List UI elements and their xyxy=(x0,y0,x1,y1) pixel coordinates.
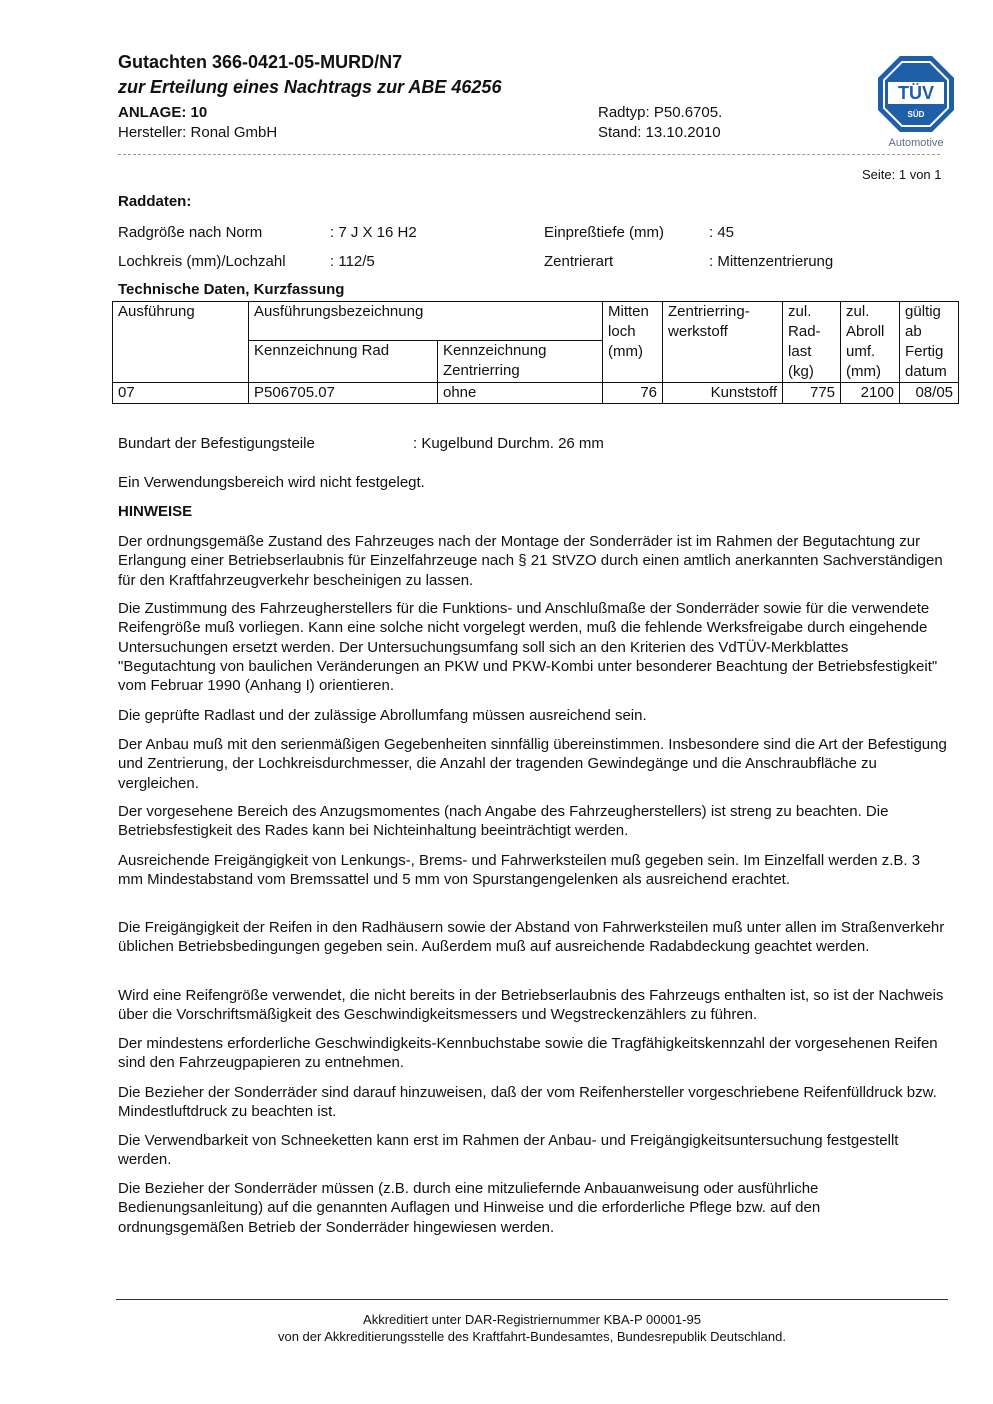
header-radlast: zul. Rad-last (kg) xyxy=(783,302,841,383)
hinweis-paragraph: Der Anbau muß mit den serienmäßigen Gegebenheiten sinnfällig übereinstimmen. Insbesondere sind die Art der Befestigung und Zentrierung, der Lochkreisdurchmesser, die Anzahl der tragenden Gewindegänge und die Anschraubfläche zu vergleichen. xyxy=(118,736,947,792)
einpresstiefe-label: Einpreßtiefe (mm) xyxy=(544,224,665,241)
raddaten-heading: Raddaten: xyxy=(118,193,192,210)
header-kennz-zentrierring: Kennzeichnung Zentrierring xyxy=(438,341,603,383)
header-ausfuehrung: Ausführung xyxy=(113,302,249,383)
technical-data-table xyxy=(112,301,959,404)
hinweis-paragraph: Die Bezieher der Sonderräder müssen (z.B. durch eine mitzuliefernde Anbauanweisung oder ausführliche Bedienungsanleitung) auf die genannten Auflagen und Hinweise und die erforderliche Pflege bzw. auf den ordnungsgemäßen Betrieb der Sonderräder hingewiesen werden. xyxy=(118,1180,821,1236)
hersteller-label: Hersteller: Ronal GmbH xyxy=(118,124,278,141)
hinweis-paragraph: Die Verwendbarkeit von Schneeketten kann erst im Rahmen der Anbau- und Freigängigkeitsuntersuchung festgestellt werden. xyxy=(118,1132,899,1169)
tuv-sued-logo xyxy=(876,52,956,152)
hinweis-paragraph: Die Bezieher der Sonderräder sind darauf hinzuweisen, daß der vom Reifenhersteller vorgeschriebene Reifenfülldruck bzw. Mindestluftdruck zu beachten ist. xyxy=(118,1084,937,1121)
hinweis-paragraph: Die Freigängigkeit der Reifen in den Radhäusern sowie der Abstand von Fahrwerksteilen muß unter allen im Straßenverkehr üblichen Betriebsbedingungen gegeben sein. Außerdem muß auf ausreichende Radabdeckung geachtet werden. xyxy=(118,919,945,956)
header-gueltig: gültig ab Fertig datum xyxy=(900,302,959,383)
hinweis-paragraph: Die Zustimmung des Fahrzeugherstellers für die Funktions- und Anschlußmaße der Sonderräder sowie für die verwendete Reifengröße muß vorliegen. Kann eine solche nicht vorgelegt werden, muß die fehlende Werksfreigabe durch eingehende Untersuchungen ersetzt werden. Der Untersuchungsumfang soll sich an den Kriterien des VdTÜV-Merkblattes "Begutachtung von baulichen Veränderungen an PKW und PKW-Kombi unter besonderer Beachtung der Betriebsfestigkeit" vom Februar 1990 (Anhang I) orientieren. xyxy=(118,600,938,695)
lochkreis-label: Lochkreis (mm)/Lochzahl xyxy=(118,253,286,270)
header-separator xyxy=(118,154,940,155)
cell-kennz-rad: P506705.07 xyxy=(249,383,438,404)
table-row xyxy=(113,383,959,404)
zentrierart-label: Zentrierart xyxy=(544,253,614,270)
bundart-value: : Kugelbund Durchm. 26 mm xyxy=(413,435,604,452)
header-bezeichnung: Ausführungsbezeichnung xyxy=(249,302,603,341)
hinweis-paragraph: Die geprüfte Radlast und der zulässige Abrollumfang müssen ausreichend sein. xyxy=(118,707,647,724)
hinweis-paragraph: Der ordnungsgemäße Zustand des Fahrzeuges nach der Montage der Sonderräder ist im Rahmen der Begutachtung zur Erlangung einer Betriebserlaubnis für Einzelfahrzeuge nach § 21 StVZO durch einen amtlich anerkannten Sachverständigen für den Kraftfahrzeugverkehr bescheinigen zu lassen. xyxy=(118,533,943,589)
hinweis-paragraph: Der vorgesehene Bereich des Anzugsmomentes (nach Angabe des Fahrzeugherstellers) ist streng zu beachten. Die Betriebsfestigkeit des Rades kann bei Nichteinhaltung beeinträchtigt werden. xyxy=(118,803,889,840)
radtyp-label: Radtyp: P50.6705. xyxy=(598,104,723,121)
document-title: Gutachten 366-0421-05-MURD/N7 xyxy=(118,52,403,72)
bundart-label: Bundart der Befestigungsteile xyxy=(118,435,315,452)
stand-label: Stand: 13.10.2010 xyxy=(598,124,721,141)
tuv-logo-icon xyxy=(876,52,956,152)
header-mittenloch: Mitten loch (mm) xyxy=(603,302,663,383)
footer-line-2: von der Akkreditierungsstelle des Kraftfahrt-Bundesamtes, Bundesrepublik Deutschland. xyxy=(277,1329,786,1344)
radgroesse-label: Radgröße nach Norm xyxy=(118,224,263,241)
lochkreis-value: : 112/5 xyxy=(330,253,375,270)
footer-separator xyxy=(116,1299,948,1300)
cell-abrollumfang: 2100 xyxy=(841,383,900,404)
cell-werkstoff: Kunststoff xyxy=(663,383,783,404)
cell-kennz-zentrierring: ohne xyxy=(438,383,603,404)
page-number: Seite: 1 von 1 xyxy=(862,167,942,182)
cell-radlast: 775 xyxy=(783,383,841,404)
hinweis-paragraph: Ausreichende Freigängigkeit von Lenkungs-, Brems- und Fahrwerksteilen muß gegeben sein. Im Einzelfall werden z.B. 3 mm Mindestabstand vom Bremssattel und 5 mm von Spurstangengelenken als ausreichend erachtet. xyxy=(118,852,921,889)
hinweise-heading: HINWEISE xyxy=(118,503,193,520)
hinweis-paragraph: Wird eine Reifengröße verwendet, die nicht bereits in der Betriebserlaubnis des Fahrzeugs enthalten ist, so ist der Nachweis über die Vorschriftsmäßigkeit des Geschwindigkeitsmessers und Wegstreckenzählers zu führen. xyxy=(118,987,944,1024)
radgroesse-value: : 7 J X 16 H2 xyxy=(330,224,417,241)
verwendungsbereich-text: Ein Verwendungsbereich wird nicht festgelegt. xyxy=(118,474,425,491)
zentrierart-value: : Mittenzentrierung xyxy=(709,253,834,270)
logo-text-top: TÜV xyxy=(898,83,934,103)
document-subtitle: zur Erteilung eines Nachtrags zur ABE 46256 xyxy=(118,77,502,97)
logo-caption: Automotive xyxy=(888,137,944,149)
anlage-label: ANLAGE: 10 xyxy=(118,104,208,121)
cell-ausfuehrung: 07 xyxy=(113,383,249,404)
header-zentrierring-werkstoff: Zentrierring-werkstoff xyxy=(663,302,783,383)
logo-text-mid: SÜD xyxy=(907,110,925,119)
footer-line-1: Akkreditiert unter DAR-Registriernummer KBA-P 00001-95 xyxy=(363,1312,701,1327)
hinweis-paragraph: Der mindestens erforderliche Geschwindigkeits-Kennbuchstabe sowie die Tragfähigkeitskennzahl der vorgesehenen Reifen sind den Fahrzeugpapieren zu entnehmen. xyxy=(118,1035,938,1072)
header-abrollumfang: zul. Abroll umf. (mm) xyxy=(841,302,900,383)
technik-heading: Technische Daten, Kurzfassung xyxy=(118,281,345,298)
cell-gueltig: 08/05 xyxy=(900,383,959,404)
einpresstiefe-value: : 45 xyxy=(709,224,735,241)
header-kennz-rad: Kennzeichnung Rad xyxy=(249,341,438,383)
cell-mittenloch: 76 xyxy=(603,383,663,404)
